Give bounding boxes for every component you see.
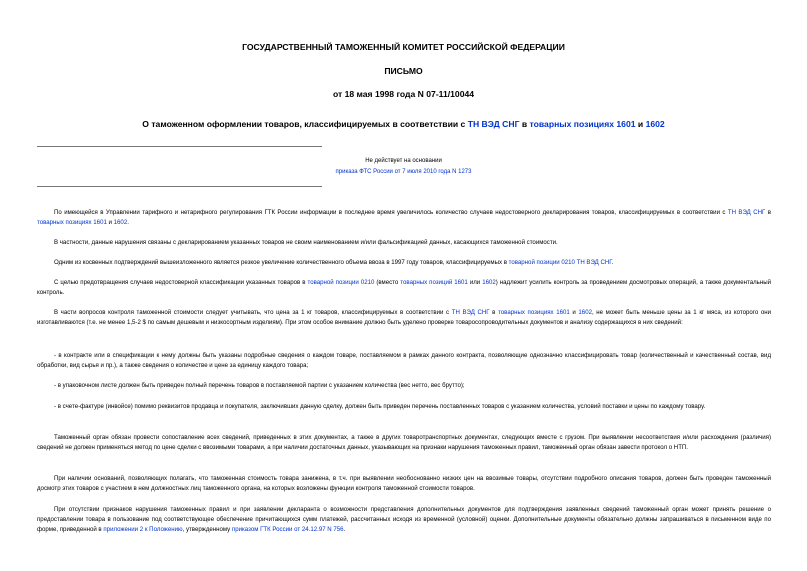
- paragraph-3: Одним из косвенных подтверждений вышеизложенного является резкое увеличение количественного объема ввоза в 1997 году товаров, классифицируемых в товарной позиции 0210 ТН ВЭД СНГ.: [54, 259, 614, 266]
- divider-bottom: [37, 186, 322, 187]
- paragraph-9: Таможенный орган обязан провести сопоставление всех сведений, приведенных в этих документах, а также в других товаротранспортных документах, следующих вместе с грузом. При выявлении несоответствия и/или расхождения (различия) сведений не должен применяться метод по цене сделки с ввозимыми товарами, а при наличии достаточных данных, указывающих на признаки нарушения таможенных правил, таможенный орган обязан завести протокол о НТП.: [37, 434, 771, 452]
- paragraph-2: В частности, данные нарушения связаны с декларированием указанных товаров не своим наименованием и/или фальсификацией данных, касающихся таможенной стоимости.: [54, 239, 558, 246]
- p4-link-position-1601[interactable]: товарных позиций 1601: [400, 279, 468, 286]
- p4-link-position-1602[interactable]: 1602: [482, 279, 496, 286]
- document-type: ПИСЬМО: [384, 66, 423, 76]
- p3-link-position-0210[interactable]: товарной позиции 0210 ТН ВЭД СНГ: [508, 259, 612, 266]
- title-link-position-1601[interactable]: товарных позициях 1601: [529, 119, 636, 129]
- p1-link-tnved[interactable]: ТН ВЭД СНГ: [727, 209, 766, 216]
- status-order-link-line: [0, 167, 807, 177]
- paragraph-1: По имеющейся в Управлении тарифного и нетарифного регулирования ГТК России информации в последнее время увеличилось количество случаев недостоверного декларирования товаров, классифицируемых в соответствии с ТН ВЭД СНГ в товарных позициях 1601 и 1602.: [37, 209, 771, 227]
- paragraph-8: - в счете-фактуре (инвойсе) помимо реквизитов продавца и покупателя, заключивших данную сделку, должен быть приведен перечень поставленных товаров с указанием количества, условий поставки и цены по каждому товару.: [54, 403, 706, 410]
- p4-link-position-0210[interactable]: товарной позиции 0210: [307, 279, 375, 286]
- p11-link-order-756[interactable]: приказом ГТК России от 24.12.97 N 756: [231, 526, 344, 534]
- paragraph-11: При отсутствии признаков нарушения таможенных правил и при заявлении декларанта о возможности представления дополнительных документов для подтверждения заявленных сведений таможенный орган может принять решение о предоставлении товара в пользование под соответствующее обеспечение причитающихся сумм платежей, рассчитанных исходя из временной (условной) оценки. Дополнительные документы обязательно должны запрашиваться в письменном виде по форме, приведенной в приложении 2 к Положению, утвержденному приказом ГТК России от 24.12.97 N 756.: [37, 506, 771, 534]
- p1-link-position-1601[interactable]: товарных позициях 1601: [37, 219, 107, 227]
- document-date-number: от 18 мая 1998 года N 07-11/10044: [332, 89, 475, 99]
- document-title: О таможенном оформлении товаров, классифицируемых в соответствии с ТН ВЭД СНГ в товарных позициях 1601 и 1602: [142, 119, 665, 129]
- paragraph-10: При наличии оснований, позволяющих полагать, что таможенная стоимость товара занижена, в т.ч. при выявлении необоснованно низких цен на ввозимые товары, отсутствии подробного описания товаров, должен быть проведен таможенный досмотр этих товаров с участием в нем должностных лиц таможенного органа, на которых возложены функции контроля таможенной стоимости товаров.: [37, 475, 771, 493]
- status-note: Не действует на основании: [365, 158, 442, 164]
- title-link-tnved[interactable]: ТН ВЭД СНГ: [467, 119, 520, 129]
- status-order-link[interactable]: приказа ФТС России от 7 июля 2010 года N 1273: [335, 169, 472, 175]
- p1-link-position-1602[interactable]: 1602: [113, 219, 128, 227]
- p11-link-appendix-2[interactable]: приложении 2 к Положению: [103, 526, 183, 534]
- p5-link-tnved[interactable]: ТН ВЭД СНГ: [451, 309, 490, 316]
- paragraph-7: - в упаковочном листе должен быть приведен полный перечень товаров в поставляемой партии с указанием количества (вес нетто, вес брутто);: [54, 382, 465, 389]
- divider-top: [37, 146, 322, 147]
- paragraph-6: - в контракте или в спецификации к нему должны быть указаны подробные сведения о каждом товаре, поставляемом в рамках данного контракта, позволяющие однозначно классифицировать товар (количественный и качественный состав, вид обработки, вид сырья и пр.), а также сведения о количестве и цене за единицу каждого товара;: [37, 352, 771, 370]
- paragraph-5: В части вопросов контроля таможенной стоимости следует учитывать, что цена за 1 кг товаров, классифицируемых в соответствии с ТН ВЭД СНГ в товарных позициях 1601 и 1602, не может быть меньше цены за 1 кг мяса, из которого они изготавливаются (т.е. не менее 1,5-2 $ по самым дешевым и низкосортным изделиям). При этом особое внимание должно быть уделено проверке товаросопроводительных документов и анализу содержащихся в них сведений:: [37, 309, 772, 327]
- p5-link-position-1601[interactable]: товарных позициях 1601: [498, 309, 570, 316]
- p5-link-position-1602[interactable]: 1602: [578, 309, 592, 316]
- issuing-organization: ГОСУДАРСТВЕННЫЙ ТАМОЖЕННЫЙ КОМИТЕТ РОССИЙСКОЙ ФЕДЕРАЦИИ: [242, 42, 565, 52]
- paragraph-4: С целью предотвращения случаев недостоверной классификации указанных товаров в товарной позиции 0210 (вместо товарных позиций 1601 или 1602) надлежит усилить контроль за проведением досмотровых операций, а также документальный контроль.: [37, 279, 771, 297]
- title-link-position-1602[interactable]: 1602: [645, 119, 665, 129]
